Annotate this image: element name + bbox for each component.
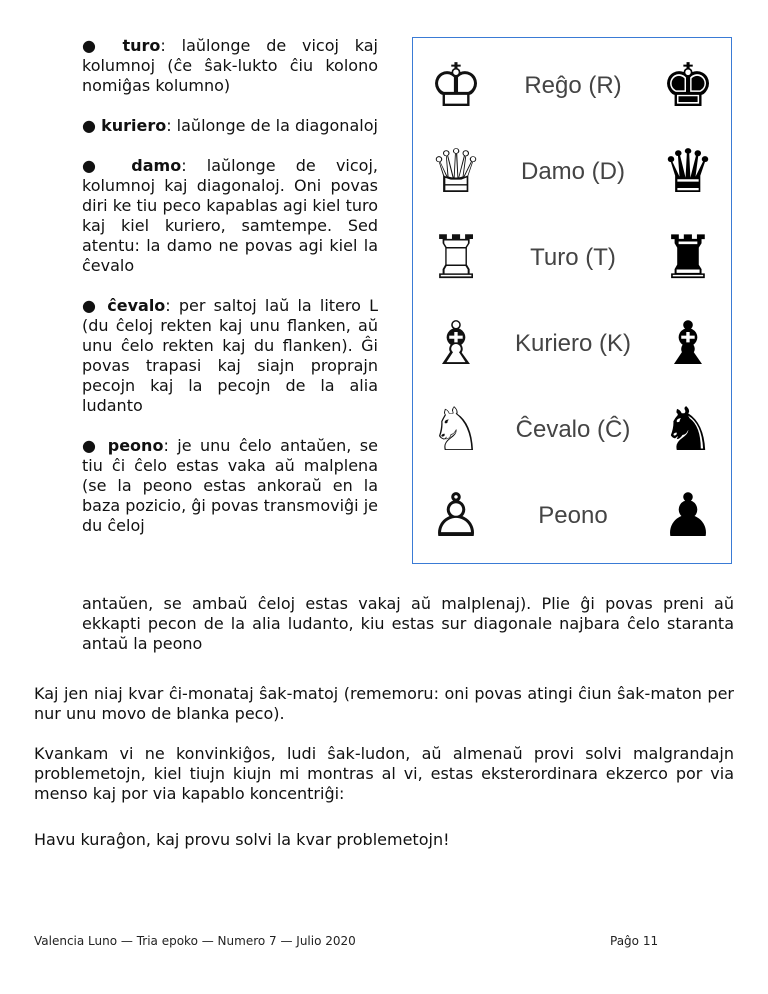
white-king-icon: ♔	[429, 51, 483, 121]
peono-continuation: antaŭen, se ambaŭ ĉeloj estas vakaj aŭ malplenaj). Plie ĝi povas preni aŭ ekkapti pecon de la alia ludanto, kiu estas sur diagonale najbara ĉelo staranta antaŭ la peono	[82, 594, 734, 653]
bullet-icon: ●	[82, 116, 96, 135]
list-item-peono	[82, 436, 378, 536]
description-cevalo: : per saltoj laŭ la litero L (du ĉeloj rekten kaj unu flanken, aŭ unu ĉelo rekten kaj du flanken). Ĝi povas trapasi kaj siajn proprajn pecojn kaj la pecojn de la alia ludanto	[82, 296, 379, 415]
piece-name: Damo (D)	[520, 158, 625, 185]
piece-name: Turo (T)	[530, 244, 616, 271]
black-bishop-icon: ♝	[661, 309, 715, 379]
description-kuriero: : laŭlonge de la diagonaloj	[166, 116, 378, 135]
term-turo: turo	[122, 36, 161, 55]
description-damo: : laŭlonge de vicoj, kolumnoj kaj diagonaloj. Oni povas diri ke tiu peco kapablas agi kiel turo kaj kiel kuriero, samtempe. Sed atentu: la damo ne povas agi kiel la ĉevalo	[82, 156, 378, 275]
piece-name: Reĝo (R)	[524, 72, 622, 99]
bullet-icon: ●	[82, 296, 100, 315]
list-item-damo	[82, 156, 378, 276]
black-king-icon: ♚	[661, 51, 715, 121]
term-cevalo: ĉevalo	[107, 296, 166, 315]
black-pawn-icon: ♟	[661, 481, 715, 551]
piece-row-bishop	[413, 300, 733, 388]
white-bishop-icon: ♗	[429, 309, 483, 379]
white-rook-icon: ♖	[429, 223, 483, 293]
term-kuriero: kuriero	[101, 116, 167, 135]
bullet-icon: ●	[82, 36, 107, 55]
bullet-icon: ●	[82, 436, 100, 455]
piece-moves-list	[82, 36, 378, 536]
term-peono: peono	[107, 436, 164, 455]
list-item-kuriero	[82, 116, 378, 136]
piece-row-king	[413, 42, 733, 130]
black-rook-icon: ♜	[661, 223, 715, 293]
piece-row-knight	[413, 386, 733, 474]
paragraph-checkmates: Kaj jen niaj kvar ĉi-monataj ŝak-matoj (rememoru: oni povas atingi ĉiun ŝak-maton per nur unu movo de blanka peco).	[34, 684, 734, 723]
black-queen-icon: ♛	[661, 137, 715, 207]
paragraph-exercise: Kvankam vi ne konvinkiĝos, ludi ŝak-ludon, aŭ almenaŭ provi solvi malgrandajn problemetojn, kiel tiujn kiujn mi montras al vi, estas eksterordinara ekzerco por via menso kaj por via kapablo koncentriĝi:	[34, 744, 734, 803]
list-item-cevalo	[82, 296, 378, 416]
chess-pieces-legend	[412, 37, 732, 564]
piece-row-rook	[413, 214, 733, 302]
term-damo: damo	[131, 156, 182, 175]
piece-row-queen	[413, 128, 733, 216]
piece-name: Peono	[538, 502, 608, 529]
paragraph-courage: Havu kuraĝon, kaj provu solvi la kvar problemetojn!	[34, 830, 450, 849]
white-queen-icon: ♕	[429, 137, 483, 207]
footer-publication: Valencia Luno — Tria epoko — Numero 7 — Julio 2020	[34, 934, 356, 948]
bullet-icon: ●	[82, 156, 112, 175]
page-number: Paĝo 11	[610, 934, 659, 948]
description-peono: : je unu ĉelo antaŭen, se tiu ĉi ĉelo estas vaka aŭ malplena (se la peono estas ankoraŭ en la baza pozicio, ĝi povas transmoviĝi je du ĉeloj	[82, 436, 378, 535]
piece-row-pawn	[413, 472, 733, 560]
list-item-turo	[82, 36, 378, 96]
piece-name: Ĉevalo (Ĉ)	[515, 416, 631, 443]
white-pawn-icon: ♙	[429, 481, 483, 551]
piece-name: Kuriero (K)	[514, 330, 632, 357]
black-knight-icon: ♞	[661, 395, 715, 465]
white-knight-icon: ♘	[429, 395, 483, 465]
description-turo: : laŭlonge de vicoj kaj kolumnoj (ĉe ŝak-lukto ĉiu kolono nomiĝas kolumno)	[82, 36, 378, 95]
